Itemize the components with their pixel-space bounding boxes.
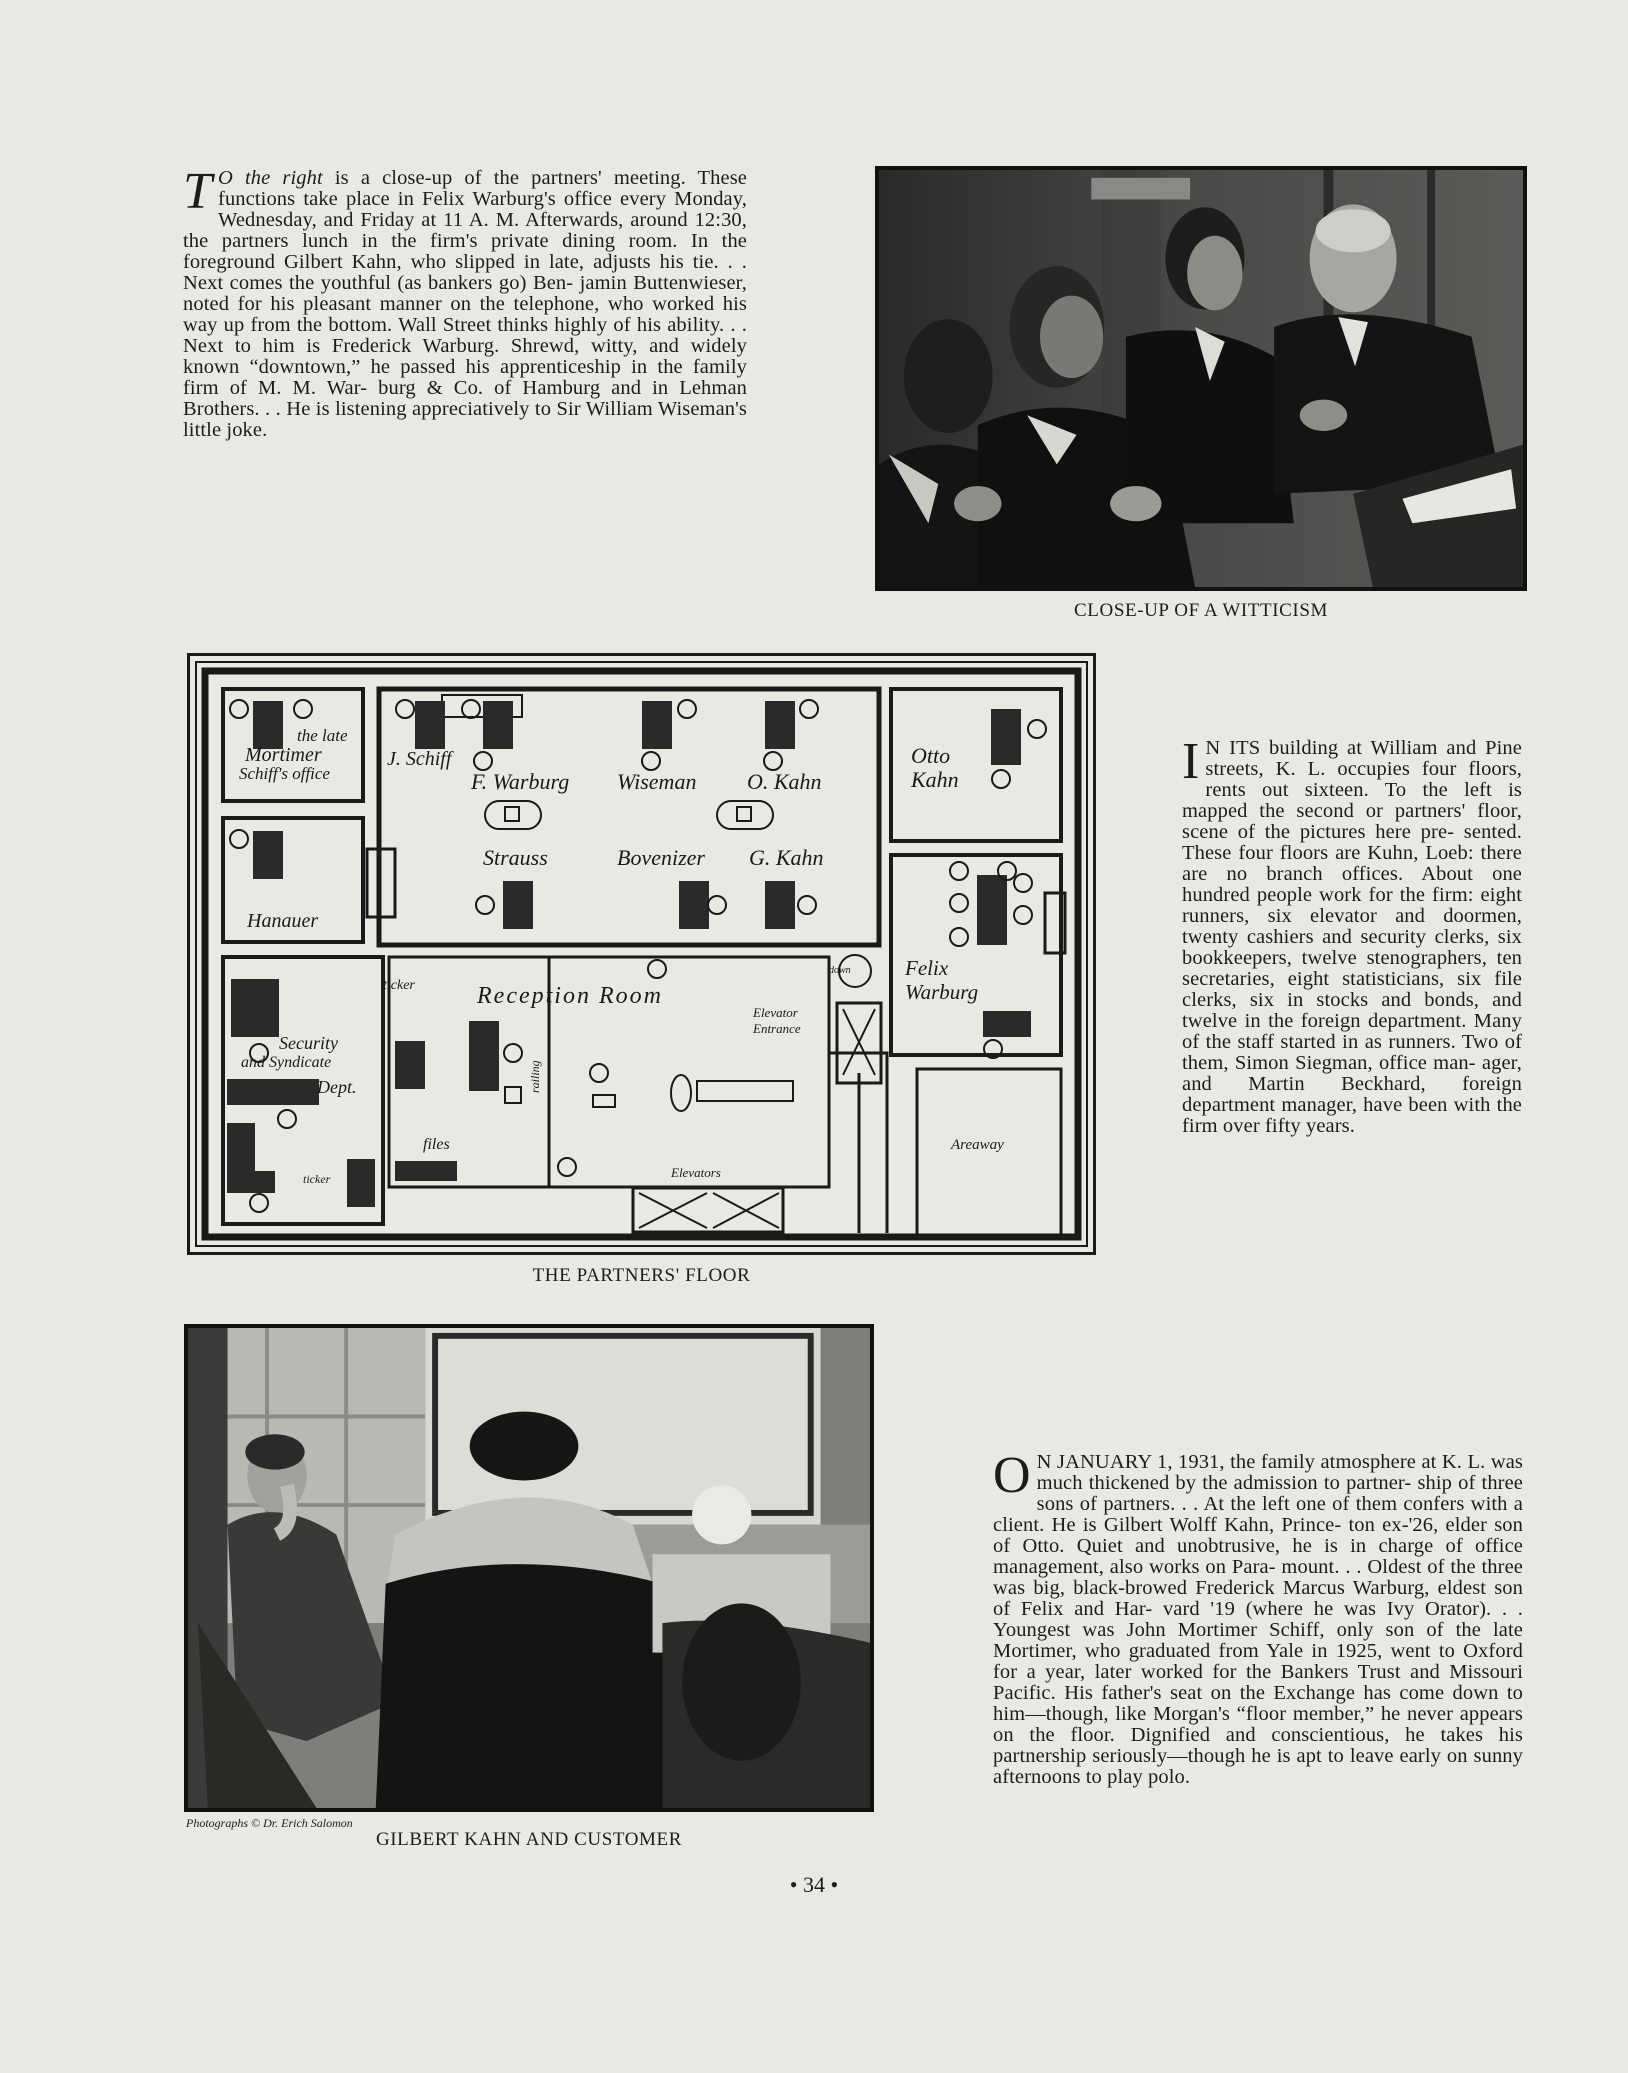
fp-label-otto: Otto: [911, 743, 951, 768]
text-line: later worked for the Bankers Trust and Missouri Pacific.: [993, 1661, 1523, 1704]
text-line: mount. . . Oldest of the three was big, black-browed: [993, 1556, 1523, 1599]
fp-label-j-schiff: J. Schiff: [387, 748, 452, 770]
caption-close-up-witticism: CLOSE-UP OF A WITTICISM: [1074, 600, 1328, 621]
text-line: confers with a client. He is Gilbert Wolff Kahn, Prince-: [993, 1493, 1523, 1536]
fp-label-areaway: Areaway: [951, 1137, 1004, 1153]
text-line: is a close-up of the partners' meeting. These: [322, 167, 747, 189]
fp-label-elevator: Elevator: [753, 1005, 798, 1020]
text-line: staff started in as runners. Two of: [1237, 1031, 1522, 1053]
text-line: the firm: eight runners, six elevator: [1182, 884, 1522, 927]
text-line: with the firm over fifty years.: [1182, 1094, 1522, 1137]
middle-paragraph-text: [1182, 733, 1523, 1137]
top-paragraph: [183, 163, 748, 441]
fp-label-ticker-top: ticker: [383, 978, 415, 993]
text-line: is in charge of office management, also works on Para-: [993, 1535, 1523, 1578]
fp-label-the-late: the late: [297, 726, 348, 745]
fp-label-reception-room: Reception Room: [477, 983, 663, 1009]
text-line: eight statisticians, six file clerks, six: [1182, 968, 1522, 1011]
photo-credit: Photographs © Dr. Erich Salomon: [186, 1816, 353, 1830]
text-line: department manager, have been: [1182, 1094, 1454, 1116]
text-line: is mapped the second or partners': [1182, 779, 1522, 822]
fp-label-warburg: Warburg: [905, 980, 979, 1004]
fp-label-bovenizer: Bovenizer: [617, 845, 705, 870]
text-line: early on sunny afternoons to play polo.: [993, 1745, 1523, 1788]
text-line: Loeb: there are no branch offices.: [1182, 842, 1522, 885]
text-line: His father's seat on the Exchange has come down to: [1064, 1682, 1523, 1704]
text-line: Pine streets, K. L. occupies four: [1205, 737, 1522, 780]
text-line: N JANUARY 1, 1931, the family atmosphere at K. L.: [1036, 1451, 1491, 1473]
page-number: • 34 •: [789, 1872, 839, 1897]
fp-label-wiseman: Wiseman: [617, 769, 697, 794]
text-line: Warburg. Shrewd, witty, and widely known “downtown,” he: [183, 335, 747, 378]
text-line: was much thickened by the admission to partner-: [1036, 1451, 1523, 1494]
text-line: sented. These four floors are Kuhn,: [1182, 821, 1522, 864]
fp-label-elevators: Elevators: [671, 1165, 721, 1180]
text-line: graduated from Yale in 1925, went to Oxford for a year,: [993, 1640, 1523, 1683]
photo-close-up-witticism: [875, 166, 1527, 591]
bottom-paragraph: [993, 1447, 1524, 1788]
photo-partners-meeting: [879, 170, 1523, 587]
fp-label-schiffs-office: Schiff's office: [239, 764, 330, 783]
text-line: ship of three sons of partners. . . At the left one of them: [1036, 1472, 1523, 1515]
text-line: Frederick Marcus Warburg, eldest son of Felix and Har-: [993, 1577, 1523, 1620]
text-line: listening appreciatively to Sir William Wiseman's little joke.: [183, 398, 747, 441]
caption-partners-floor: THE PARTNERS' FLOOR: [532, 1265, 751, 1286]
text-line: telephone, who worked his way up from the bottom. Wall: [183, 293, 747, 336]
text-line: Monday, Wednesday, and Friday at 11 A. M. Afterwards,: [218, 188, 747, 231]
text-line: passed his apprenticeship in the family firm of M. M. War-: [183, 356, 747, 399]
fp-label-g-kahn: G. Kahn: [749, 845, 824, 870]
text-line: burg & Co. of Hamburg and in Lehman Brothers. . . He is: [183, 377, 747, 420]
floor-plan-partners-floor: [187, 653, 1096, 1255]
text-line: N ITS building at William and: [1205, 737, 1486, 759]
fp-label-entrance: Entrance: [753, 1021, 801, 1036]
middle-paragraph: [1182, 733, 1523, 1137]
lead-italic: O the right: [218, 167, 323, 189]
text-line: floor, scene of the pictures here pre-: [1182, 800, 1522, 843]
fp-label-kahn: Kahn: [911, 767, 959, 792]
text-line: around 12:30, the partners lunch in the firm's private dining: [183, 209, 748, 252]
top-paragraph-text: [183, 163, 748, 441]
text-line: Mortimer Schiff, only son of the late Mortimer, who: [993, 1619, 1523, 1662]
text-line: Street thinks highly of his ability. . . Next to him is Frederick: [183, 314, 747, 357]
fp-label-strauss: Strauss: [483, 845, 548, 870]
text-line: security clerks, six bookkeepers,: [1182, 926, 1523, 969]
fp-label-o-kahn: O. Kahn: [747, 769, 822, 794]
text-line: twelve stenographers, ten secretaries,: [1182, 947, 1522, 990]
text-line: jamin Buttenwieser, noted for his pleasant manner on the: [183, 272, 747, 315]
fp-label-f-warburg: F. Warburg: [471, 769, 570, 794]
text-line: floors, rents out sixteen. To the left: [1205, 758, 1522, 801]
dropcap-i: I: [1182, 733, 1200, 790]
fp-label-security: Security: [279, 1033, 338, 1053]
dropcap-t: T: [183, 163, 213, 220]
fp-label-files: files: [423, 1136, 450, 1153]
text-line: takes his partnership seriously—though he is apt to leave: [993, 1724, 1524, 1767]
text-line: adjusts his tie. . . Next comes the youthful (as bankers go) Ben-: [183, 251, 747, 294]
fp-label-down: down: [829, 965, 851, 976]
text-line: them, Simon Siegman, office man-: [1182, 1052, 1482, 1074]
text-line: in stocks and bonds, and twelve in: [1182, 989, 1522, 1032]
bottom-paragraph-text: [993, 1447, 1524, 1788]
text-line: ager, and Martin Beckhard, foreign: [1182, 1052, 1522, 1095]
text-line: the foreign department. Many of the: [1182, 1010, 1522, 1053]
text-line: functions take place in Felix Warburg's office every: [218, 188, 675, 210]
floor-plan-drawing: [187, 653, 1096, 1255]
fp-label-mortimer: Mortimer: [245, 744, 322, 766]
text-line: and doormen, twenty cashiers and: [1182, 905, 1523, 948]
text-line: room. In the foreground Gilbert Kahn, who slipped in late,: [183, 230, 747, 273]
text-line: About one hundred people work for: [1182, 863, 1523, 906]
fp-label-and-syndicate: and Syndicate: [241, 1054, 332, 1071]
fp-label-hanauer: Hanauer: [247, 910, 319, 932]
dropcap-o: O: [993, 1447, 1031, 1504]
fp-label-dept: Dept.: [317, 1077, 357, 1097]
text-line: vard '19 (where he was Ivy Orator). . . Youngest was John: [993, 1598, 1524, 1641]
text-line: ton ex-'26, elder son of Otto. Quiet and unobtrusive, he: [993, 1514, 1523, 1557]
text-line: appears on the floor. Dignified and conscientious, he: [993, 1703, 1523, 1746]
photo-gilbert-kahn-customer: [184, 1324, 874, 1812]
fp-label-ticker-bottom: ticker: [303, 1172, 331, 1186]
caption-gilbert-kahn: GILBERT KAHN AND CUSTOMER: [375, 1829, 683, 1850]
text-line: him—though, like Morgan's “floor member,” he never: [993, 1703, 1460, 1725]
photo-office-meeting: [188, 1328, 870, 1808]
fp-label-felix: Felix: [905, 956, 949, 980]
fp-label-railing: railing: [528, 1060, 542, 1093]
